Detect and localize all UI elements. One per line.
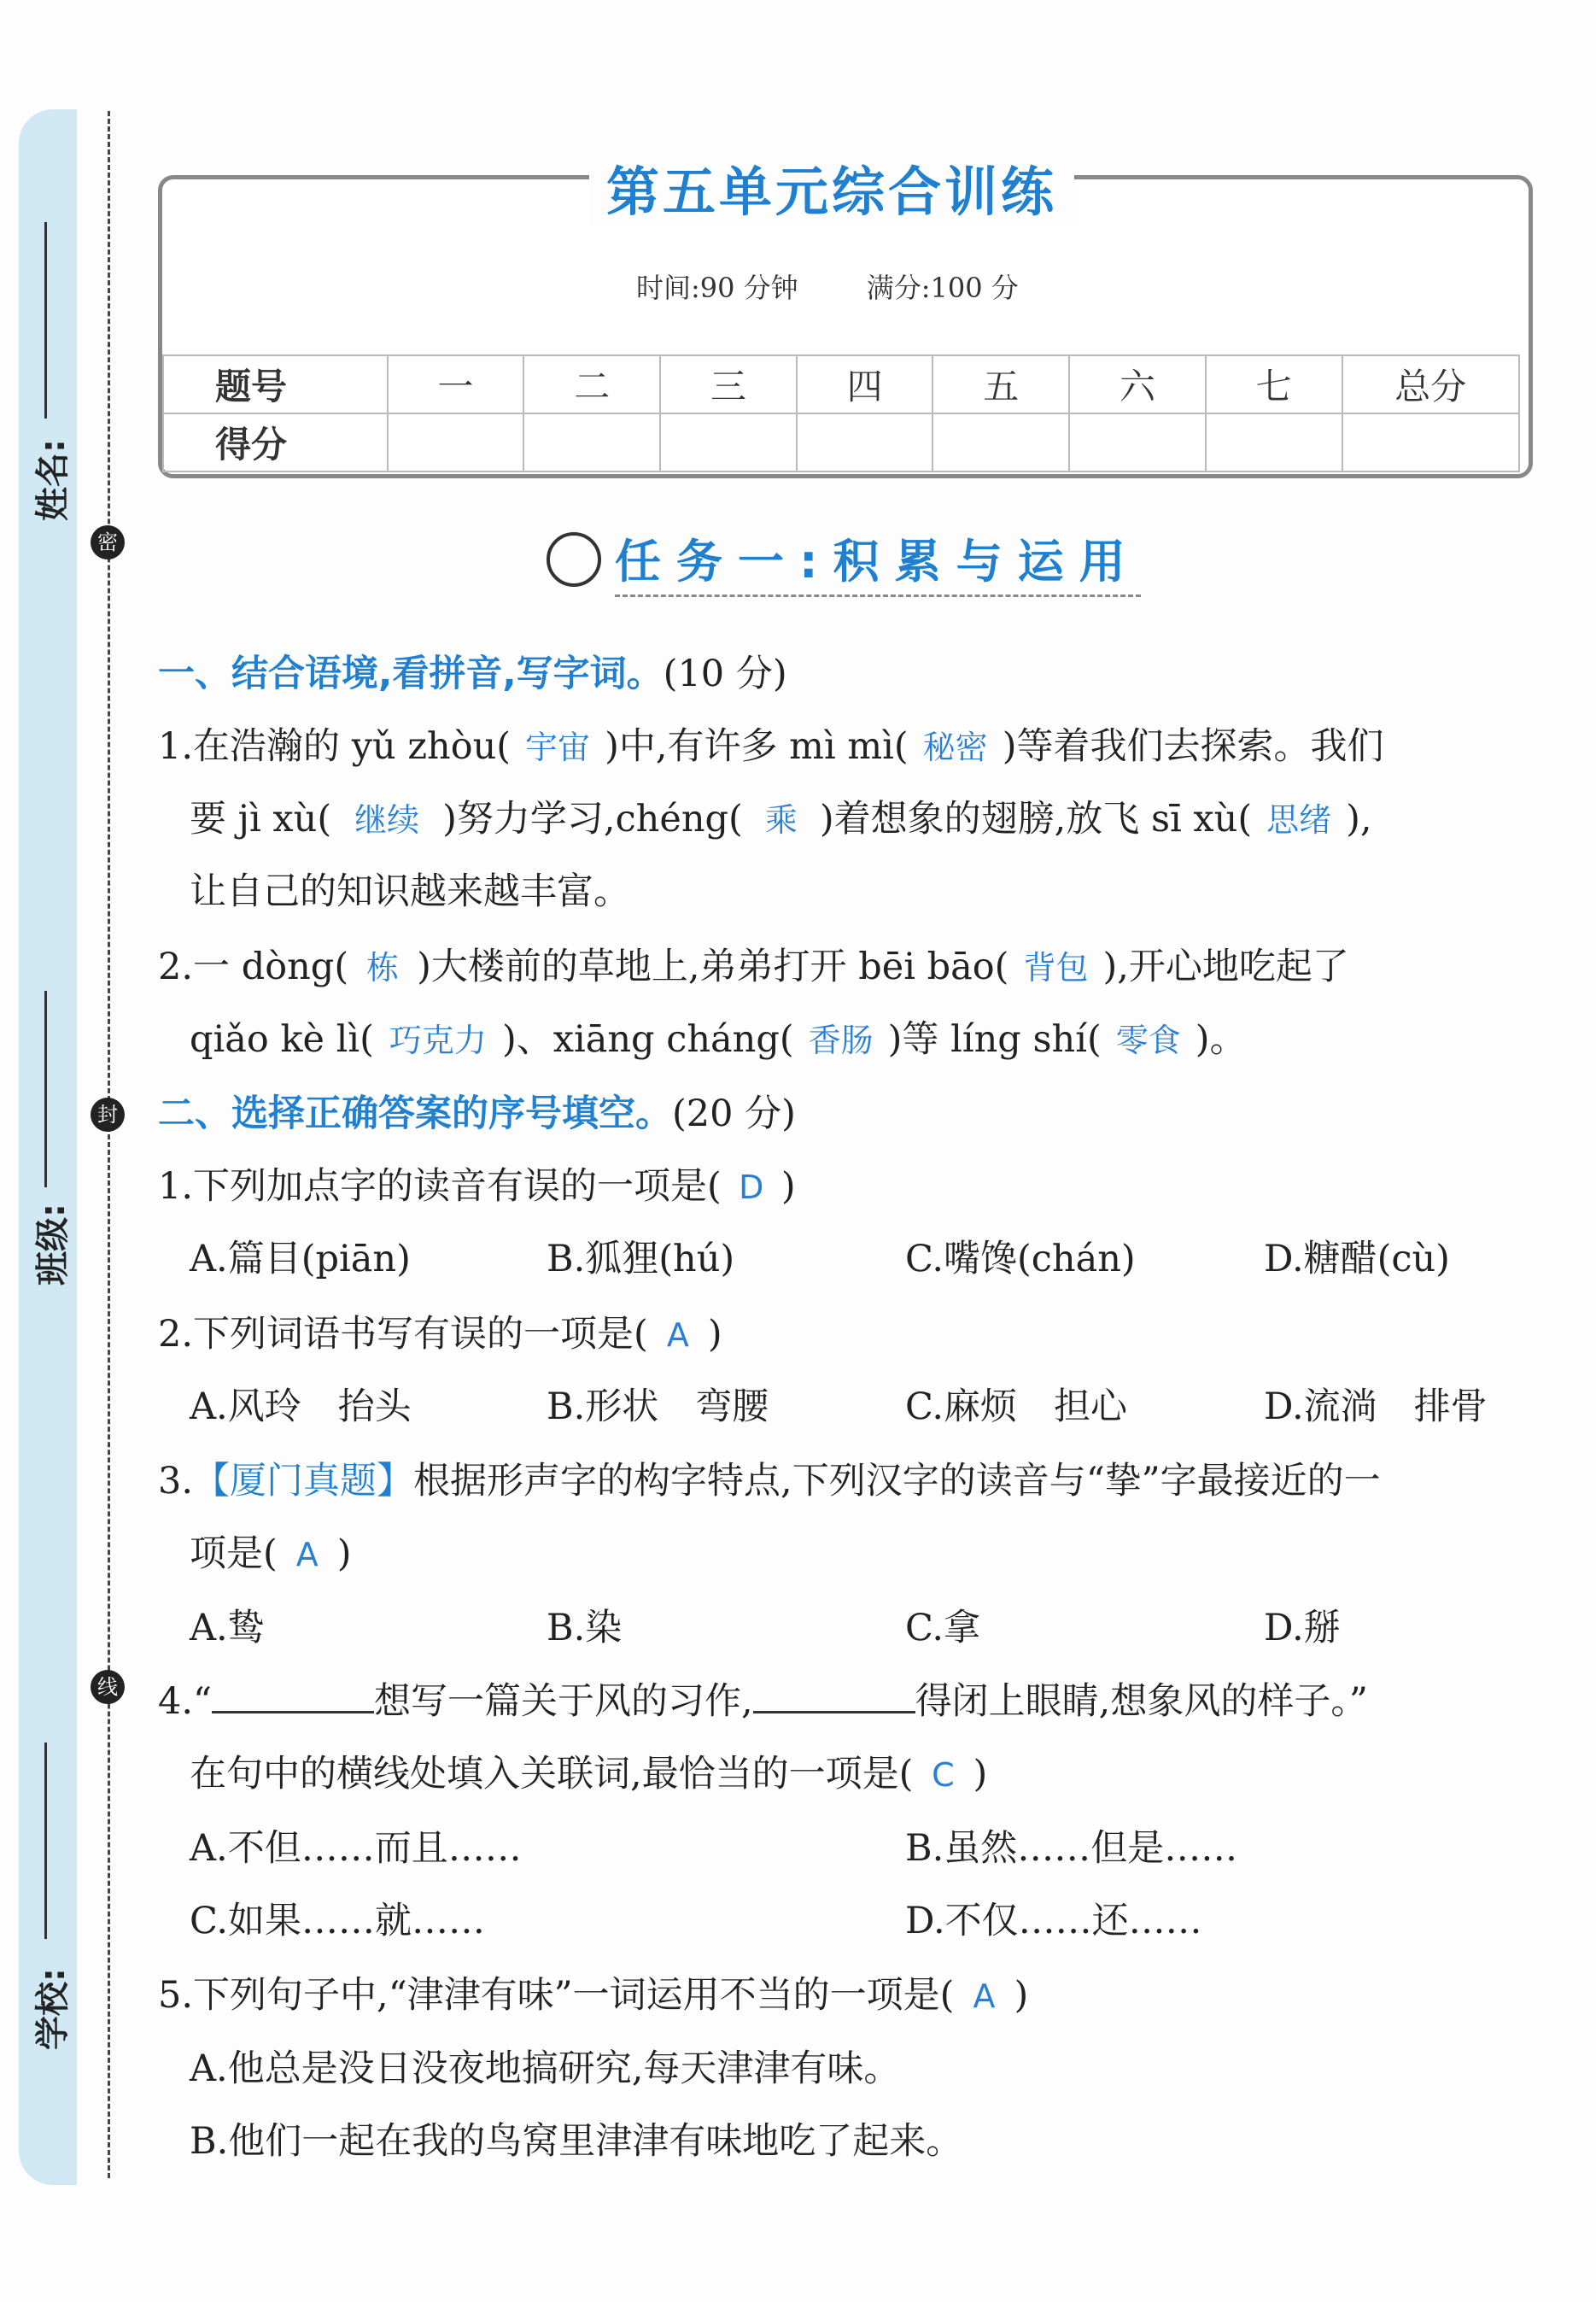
s2-q3-option-d[interactable]: D.掰 [1264, 1607, 1341, 1649]
text: ) [336, 1532, 352, 1575]
s2-q4-option-c[interactable]: C.如果……就…… [190, 1900, 486, 1942]
text: )。 [1195, 1018, 1247, 1061]
s2-q3-option-c[interactable]: C.拿 [905, 1607, 981, 1649]
s2-q3-option-a[interactable]: A.鸷 [190, 1607, 265, 1649]
text: )、xiāng cháng( [501, 1018, 794, 1061]
text: 根据形声字的构字特点,下列汉字的读音与“挚”字最接近的一 [413, 1460, 1381, 1502]
text: ) [1014, 1974, 1029, 2017]
score-table-score-row [163, 413, 1519, 472]
answer[interactable]: 背包 [1023, 949, 1089, 987]
class-label: 班级: [33, 1204, 73, 1286]
score-header-cell: 五 [932, 355, 1069, 413]
score-header-cell: 七 [1206, 355, 1342, 413]
section2-title: 二、选择正确答案的序号填空。 [158, 1092, 672, 1135]
text: 2.下列词语书写有误的一项是( [158, 1313, 648, 1356]
answer[interactable]: 继续 [354, 801, 420, 839]
seal-mi: 密 [91, 525, 125, 559]
answer[interactable]: 宇宙 [525, 729, 591, 766]
name-label: 姓名: [33, 439, 73, 521]
answer[interactable]: A [295, 1536, 319, 1573]
text: 1.下列加点字的读音有误的一项是( [158, 1165, 722, 1208]
s2-q1-option-b[interactable]: B.狐狸(hú) [547, 1238, 735, 1280]
text: 4.“ [158, 1680, 213, 1723]
s2-q3-stem [158, 1452, 1381, 1504]
text: ) [707, 1313, 722, 1356]
exam-time: 时间:90 分钟 [636, 272, 798, 304]
s2-q3-option-b[interactable]: B.染 [547, 1607, 623, 1649]
score-header-cell: 题号 [163, 355, 388, 413]
score-header-cell: 总分 [1342, 355, 1519, 413]
text: )中,有许多 mì mì( [605, 725, 909, 768]
text: 想写一篇关于风的习作, [374, 1680, 753, 1723]
score-cell[interactable] [1206, 413, 1342, 472]
s2-q4-option-b[interactable]: B.虽然……但是…… [905, 1827, 1238, 1870]
score-header-cell: 一 [388, 355, 524, 413]
text: ) [780, 1165, 796, 1208]
cut-line [108, 111, 110, 2178]
text: ) [973, 1753, 988, 1795]
text: qiǎo kè lì( [190, 1018, 374, 1061]
section1-heading [158, 645, 787, 697]
answer[interactable]: 零食 [1115, 1022, 1181, 1059]
text: 2.一 dòng( [158, 946, 349, 988]
score-cell[interactable] [388, 413, 524, 472]
s2-q2-option-c[interactable]: C.麻烦 担心 [905, 1385, 1128, 1428]
s2-q4-option-a[interactable]: A.不但……而且…… [190, 1827, 522, 1870]
answer[interactable]: 巧克力 [389, 1022, 487, 1059]
score-header-cell: 二 [523, 355, 660, 413]
section2-points: (20 分) [672, 1092, 796, 1135]
section2-heading [158, 1085, 796, 1137]
s2-q5-option-a[interactable]: A.他总是没日没夜地搞研究,每天津津有味。 [190, 2047, 901, 2090]
answer[interactable]: 栋 [366, 949, 400, 987]
telescope-icon [547, 532, 601, 587]
answer[interactable]: 秘密 [922, 729, 988, 766]
section1-title: 一、结合语境,看拼音,写字词。 [158, 653, 664, 695]
answer[interactable]: A [973, 1977, 996, 2015]
score-cell[interactable] [797, 413, 933, 472]
score-header-cell: 六 [1069, 355, 1206, 413]
text: 1.在浩瀚的 yǔ zhòu( [158, 725, 512, 768]
text: 在句中的横线处填入关联词,最恰当的一项是( [190, 1753, 914, 1795]
text: ),开心地吃起了 [1102, 946, 1349, 988]
s1-q2-line2 [190, 1010, 1247, 1063]
s2-q1-stem [158, 1157, 796, 1210]
source-tag: 【厦门真题】 [193, 1460, 414, 1502]
s2-q2-option-a[interactable]: A.风玲 抬头 [190, 1385, 412, 1428]
section1-points: (10 分) [663, 653, 787, 695]
score-table [162, 354, 1520, 472]
answer[interactable]: 思绪 [1266, 801, 1332, 839]
s2-q1-option-d[interactable]: D.糖醋(cù) [1264, 1238, 1450, 1280]
s1-q2-line1 [158, 938, 1349, 990]
binding-strip [19, 109, 77, 2185]
s1-q1-line2 [190, 790, 1372, 842]
text: )等着我们去探索。我们 [1002, 725, 1384, 768]
school-blank[interactable] [44, 1743, 47, 1939]
exam-info [636, 267, 1087, 306]
s1-q1-line3: 让自己的知识越来越丰富。 [190, 870, 630, 913]
seal-xian: 线 [91, 1670, 125, 1704]
text: ), [1346, 798, 1372, 841]
score-cell[interactable] [523, 413, 660, 472]
text: 要 jì xù( [190, 798, 332, 841]
text: 得闭上眼睛,想象风的样子。” [915, 1680, 1368, 1723]
school-label: 学校: [33, 1968, 73, 2050]
fill-blank[interactable] [212, 1685, 374, 1713]
name-blank[interactable] [44, 222, 47, 419]
page-title: 第五单元综合训练 [589, 149, 1074, 226]
score-table-header-row [163, 355, 1519, 413]
text: )着想象的翅膀,放飞 sī xù( [819, 798, 1253, 841]
s2-q2-option-b[interactable]: B.形状 弯腰 [547, 1385, 769, 1428]
s2-q2-stem [158, 1305, 722, 1357]
answer[interactable]: C [932, 1756, 955, 1794]
s2-q5-option-b[interactable]: B.他们一起在我的鸟窝里津津有味地吃了起来。 [190, 2120, 963, 2163]
exam-full-score: 满分:100 分 [866, 272, 1019, 304]
score-header-cell: 四 [797, 355, 933, 413]
text: )等 líng shí( [887, 1018, 1102, 1061]
s2-q3-stem2 [190, 1525, 352, 1577]
answer[interactable]: 乘 [764, 801, 798, 839]
s2-q4-option-d[interactable]: D.不仅……还…… [905, 1900, 1202, 1942]
question-number: 3. [158, 1460, 194, 1502]
text: )大楼前的草地上,弟弟打开 bēi bāo( [417, 946, 1009, 988]
task-title: 任务一:积累与运用 [615, 525, 1141, 597]
s2-q1-option-c[interactable]: C.嘴馋(chán) [905, 1238, 1136, 1280]
answer[interactable]: 香肠 [808, 1022, 874, 1059]
score-cell[interactable] [1342, 413, 1519, 472]
answer[interactable]: D [739, 1169, 764, 1206]
s2-q4-stem2 [190, 1745, 987, 1797]
score-cell[interactable] [660, 413, 797, 472]
s2-q1-option-a[interactable]: A.篇目(piān) [190, 1238, 411, 1280]
score-cell[interactable] [932, 413, 1069, 472]
class-blank[interactable] [44, 991, 47, 1187]
text: )努力学习,chéng( [442, 798, 743, 841]
seal-feng: 封 [91, 1098, 125, 1132]
s2-q2-option-d[interactable]: D.流淌 排骨 [1264, 1385, 1488, 1428]
answer[interactable]: A [666, 1316, 689, 1354]
text: 5.下列句子中,“津津有味”一词运用不当的一项是( [158, 1974, 955, 2017]
score-cell[interactable] [1069, 413, 1206, 472]
score-row-label: 得分 [163, 413, 388, 472]
s2-q4-stem [158, 1672, 1368, 1725]
score-header-cell: 三 [660, 355, 797, 413]
fill-blank[interactable] [753, 1685, 915, 1713]
s1-q1-line1 [158, 718, 1383, 770]
s2-q5-stem [158, 1966, 1028, 2018]
text: 项是( [190, 1532, 278, 1575]
